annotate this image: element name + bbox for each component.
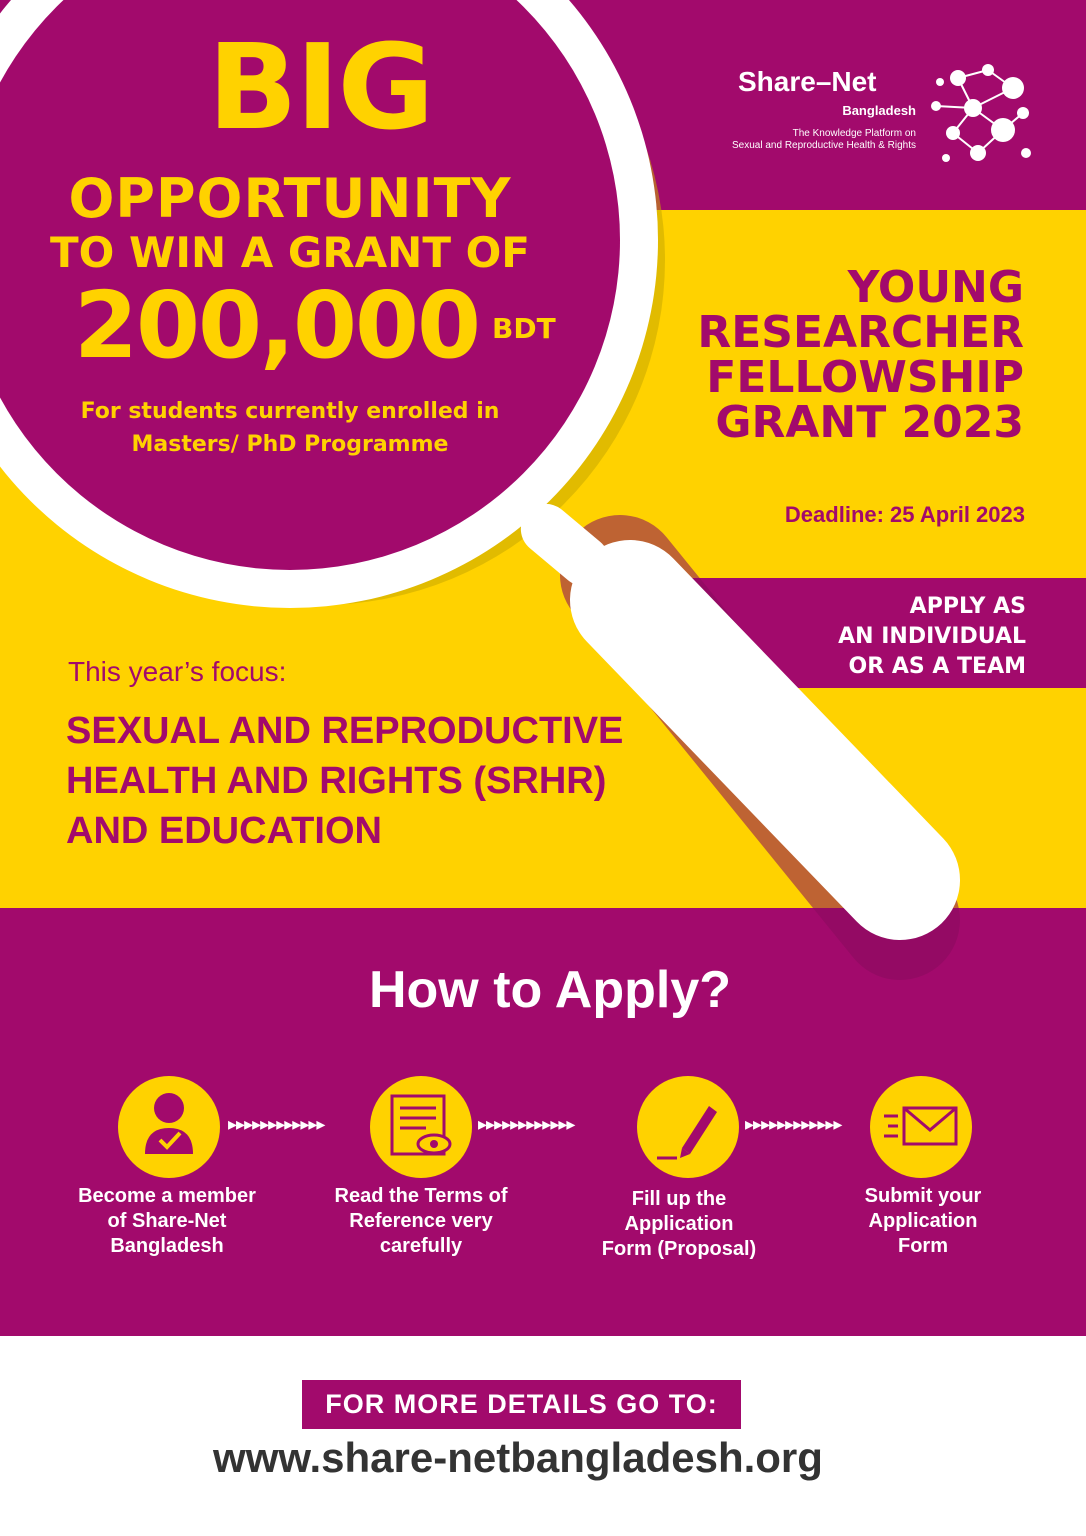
website-link[interactable]: www.share-netbangladesh.org (213, 1434, 823, 1481)
step-2-circle (370, 1076, 472, 1178)
step-3-line-1: Fill up the (631, 1188, 727, 1210)
eligibility-line-1: For students currently enrolled in (80, 399, 500, 424)
step-2-line-2: Reference very (349, 1210, 493, 1232)
fellowship-line-4: GRANT 2023 (715, 397, 1024, 448)
step-4-circle (870, 1076, 972, 1178)
focus-line-2: HEALTH AND RIGHTS (SRHR) (66, 760, 607, 802)
step-1-line-3: Bangladesh (110, 1235, 224, 1257)
step-3-line-2: Application (624, 1213, 734, 1235)
step-2-label (306, 1184, 536, 1259)
step-2-line-1: Read the Terms of (334, 1185, 508, 1207)
step-4-line-2: Application (868, 1210, 978, 1232)
eligibility-text (40, 395, 540, 461)
network-dots-icon (928, 58, 1036, 168)
apply-as-line-3: OR AS A TEAM (848, 654, 1026, 679)
brand-tagline-line-1: The Knowledge Platform on (792, 128, 916, 139)
eligibility-line-2: Masters/ PhD Programme (131, 432, 449, 457)
step-3-circle (637, 1076, 739, 1178)
step-4-label (808, 1184, 1038, 1259)
apply-as-banner (760, 592, 1026, 682)
step-3-line-3: Form (Proposal) (601, 1238, 757, 1260)
fellowship-line-1: YOUNG (847, 262, 1024, 313)
step-3-label (564, 1187, 794, 1262)
step-1-line-1: Become a member (78, 1185, 256, 1207)
step-1-circle (118, 1076, 220, 1178)
brand-tagline (660, 128, 916, 152)
apply-as-line-2: AN INDIVIDUAL (838, 624, 1026, 649)
grant-amount: 200,000 (74, 272, 480, 379)
focus-topic (66, 706, 666, 856)
step-arrows-3: ▸▸▸▸▸▸▸▸▸▸▸▸ (745, 1114, 842, 1134)
more-details-banner: FOR MORE DETAILS GO TO: (302, 1380, 741, 1429)
headline-to-win: TO WIN A GRANT OF (50, 228, 530, 277)
fellowship-line-2: RESEARCHER (697, 307, 1024, 358)
fellowship-title (640, 262, 1024, 448)
fellowship-line-3: FELLOWSHIP (706, 352, 1024, 403)
brand-tagline-line-2: Sexual and Reproductive Health & Rights (732, 140, 916, 151)
focus-label: This year’s focus: (68, 656, 287, 687)
step-arrows-2: ▸▸▸▸▸▸▸▸▸▸▸▸ (478, 1114, 575, 1134)
how-to-apply-title: How to Apply? (368, 961, 732, 1019)
document-eye-icon (370, 1076, 472, 1178)
focus-line-3: AND EDUCATION (66, 810, 382, 852)
envelope-send-icon (870, 1076, 972, 1178)
apply-as-line-1: APPLY AS (909, 594, 1026, 619)
step-1-line-2: of Share-Net (107, 1210, 227, 1232)
step-1-label (52, 1184, 282, 1259)
step-4-line-3: Form (898, 1235, 948, 1257)
step-2-line-3: carefully (379, 1235, 463, 1257)
member-check-icon (118, 1076, 220, 1178)
step-arrows-1: ▸▸▸▸▸▸▸▸▸▸▸▸ (228, 1114, 325, 1134)
headline-opportunity: OPPORTUNITY (68, 167, 512, 230)
headline-big: BIG (207, 18, 433, 156)
brand-name: Share–Net (738, 66, 877, 97)
step-4-line-1: Submit your (864, 1185, 982, 1207)
pencil-form-icon (637, 1076, 739, 1178)
focus-line-1: SEXUAL AND REPRODUCTIVE (66, 710, 624, 752)
deadline: Deadline: 25 April 2023 (784, 502, 1025, 527)
grant-currency: BDT (492, 312, 556, 345)
brand-sub: Bangladesh (842, 103, 916, 118)
